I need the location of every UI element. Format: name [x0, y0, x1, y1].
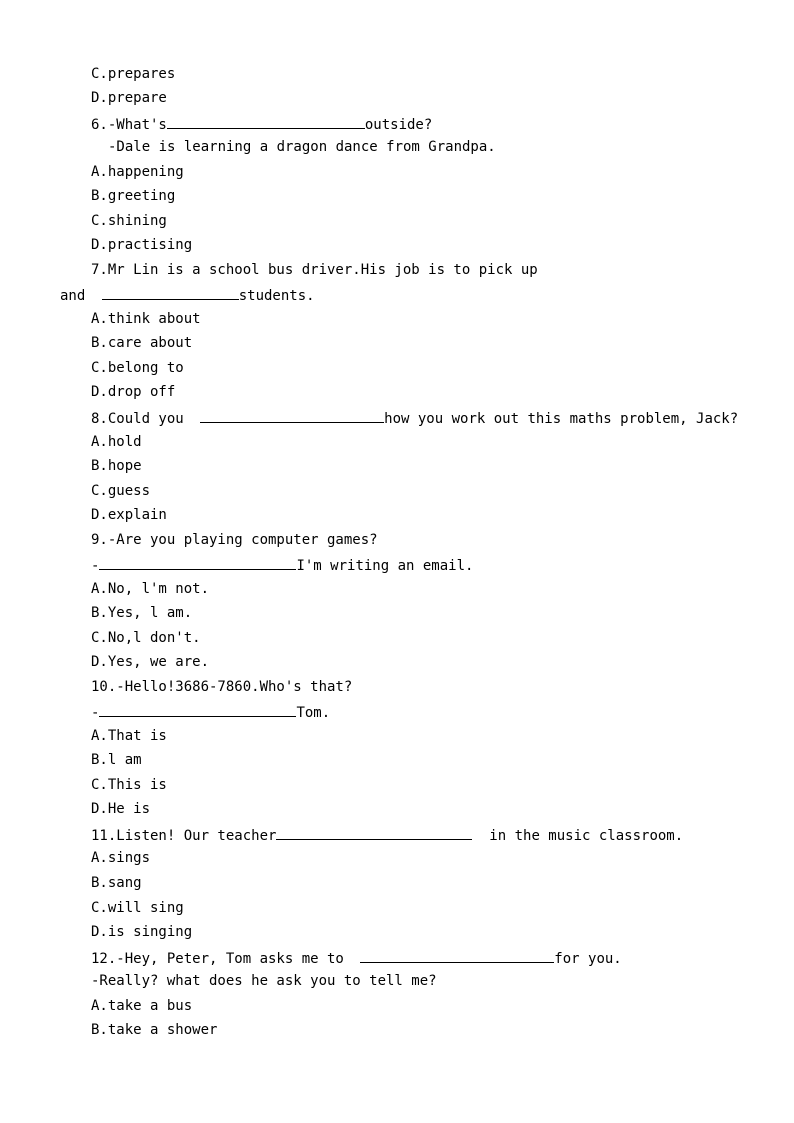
option-d: D.explain — [91, 507, 167, 523]
option-d: D.prepare — [91, 90, 167, 106]
option-b: B.take a shower — [91, 1022, 218, 1038]
question-12-response: -Really? what does he ask you to tell me? — [91, 973, 437, 989]
option-a: A.hold — [91, 434, 142, 450]
question-12 — [91, 948, 622, 966]
question-10: 10.-Hello!3686-7860.Who's that? — [91, 679, 353, 695]
answer-blank — [99, 702, 296, 717]
option-b: B.care about — [91, 335, 193, 351]
question-9: 9.-Are you playing computer games? — [91, 532, 378, 548]
question-11 — [91, 825, 683, 843]
question-6-text-after: outside? — [364, 117, 433, 133]
option-c: C.No,l don't. — [91, 630, 201, 646]
option-a: A.That is — [91, 728, 167, 744]
option-c: C.will sing — [91, 900, 184, 916]
question-6 — [91, 114, 432, 132]
question-12-text-before: 12.-Hey, Peter, Tom asks me to — [91, 951, 353, 967]
question-7: 7.Mr Lin is a school bus driver.His job is to pick up — [91, 262, 538, 278]
answer-blank — [276, 825, 472, 840]
option-a: A.take a bus — [91, 998, 193, 1014]
response-dash: - — [91, 705, 100, 721]
question-7-text-after: students. — [238, 288, 315, 304]
option-c: C.prepares — [91, 66, 176, 82]
question-12-text-after: for you. — [554, 951, 622, 967]
option-a: A.think about — [91, 311, 201, 327]
option-d: D.practising — [91, 237, 193, 253]
question-7-text-before: and — [60, 288, 94, 304]
question-10-response — [91, 702, 330, 720]
option-c: C.guess — [91, 483, 151, 499]
option-d: D.is singing — [91, 924, 193, 940]
question-7-continued — [60, 285, 315, 303]
option-a: A.No, l'm not. — [91, 581, 210, 597]
question-6-response: -Dale is learning a dragon dance from Grandpa. — [108, 139, 496, 155]
question-8-text-before: 8.Could you — [91, 411, 193, 427]
option-a: A.happening — [91, 164, 184, 180]
option-b: B.Yes, l am. — [91, 605, 193, 621]
option-b: B.hope — [91, 458, 142, 474]
option-c: C.shining — [91, 213, 167, 229]
question-8 — [91, 408, 738, 426]
response-dash: - — [91, 558, 100, 574]
question-9-text-after: I'm writing an email. — [296, 558, 474, 574]
option-c: C.belong to — [91, 360, 184, 376]
question-8-text-after: how you work out this maths problem, Jack? — [384, 411, 739, 427]
answer-blank — [200, 408, 384, 423]
question-11-text-before: 11.Listen! Our teacher — [91, 828, 277, 844]
answer-blank — [167, 114, 365, 129]
question-11-text-after: in the music classroom. — [472, 828, 684, 844]
answer-blank — [99, 555, 296, 570]
option-d: D.He is — [91, 801, 151, 817]
option-c: C.This is — [91, 777, 167, 793]
answer-blank — [360, 948, 554, 963]
question-10-text-after: Tom. — [296, 705, 331, 721]
answer-blank — [102, 285, 239, 300]
question-6-text-before: 6.-What's — [91, 117, 167, 133]
option-d: D.drop off — [91, 384, 176, 400]
question-9-response — [91, 555, 473, 573]
option-a: A.sings — [91, 850, 151, 866]
option-b: B.greeting — [91, 188, 176, 204]
option-b: B.l am — [91, 752, 142, 768]
option-d: D.Yes, we are. — [91, 654, 210, 670]
option-b: B.sang — [91, 875, 142, 891]
